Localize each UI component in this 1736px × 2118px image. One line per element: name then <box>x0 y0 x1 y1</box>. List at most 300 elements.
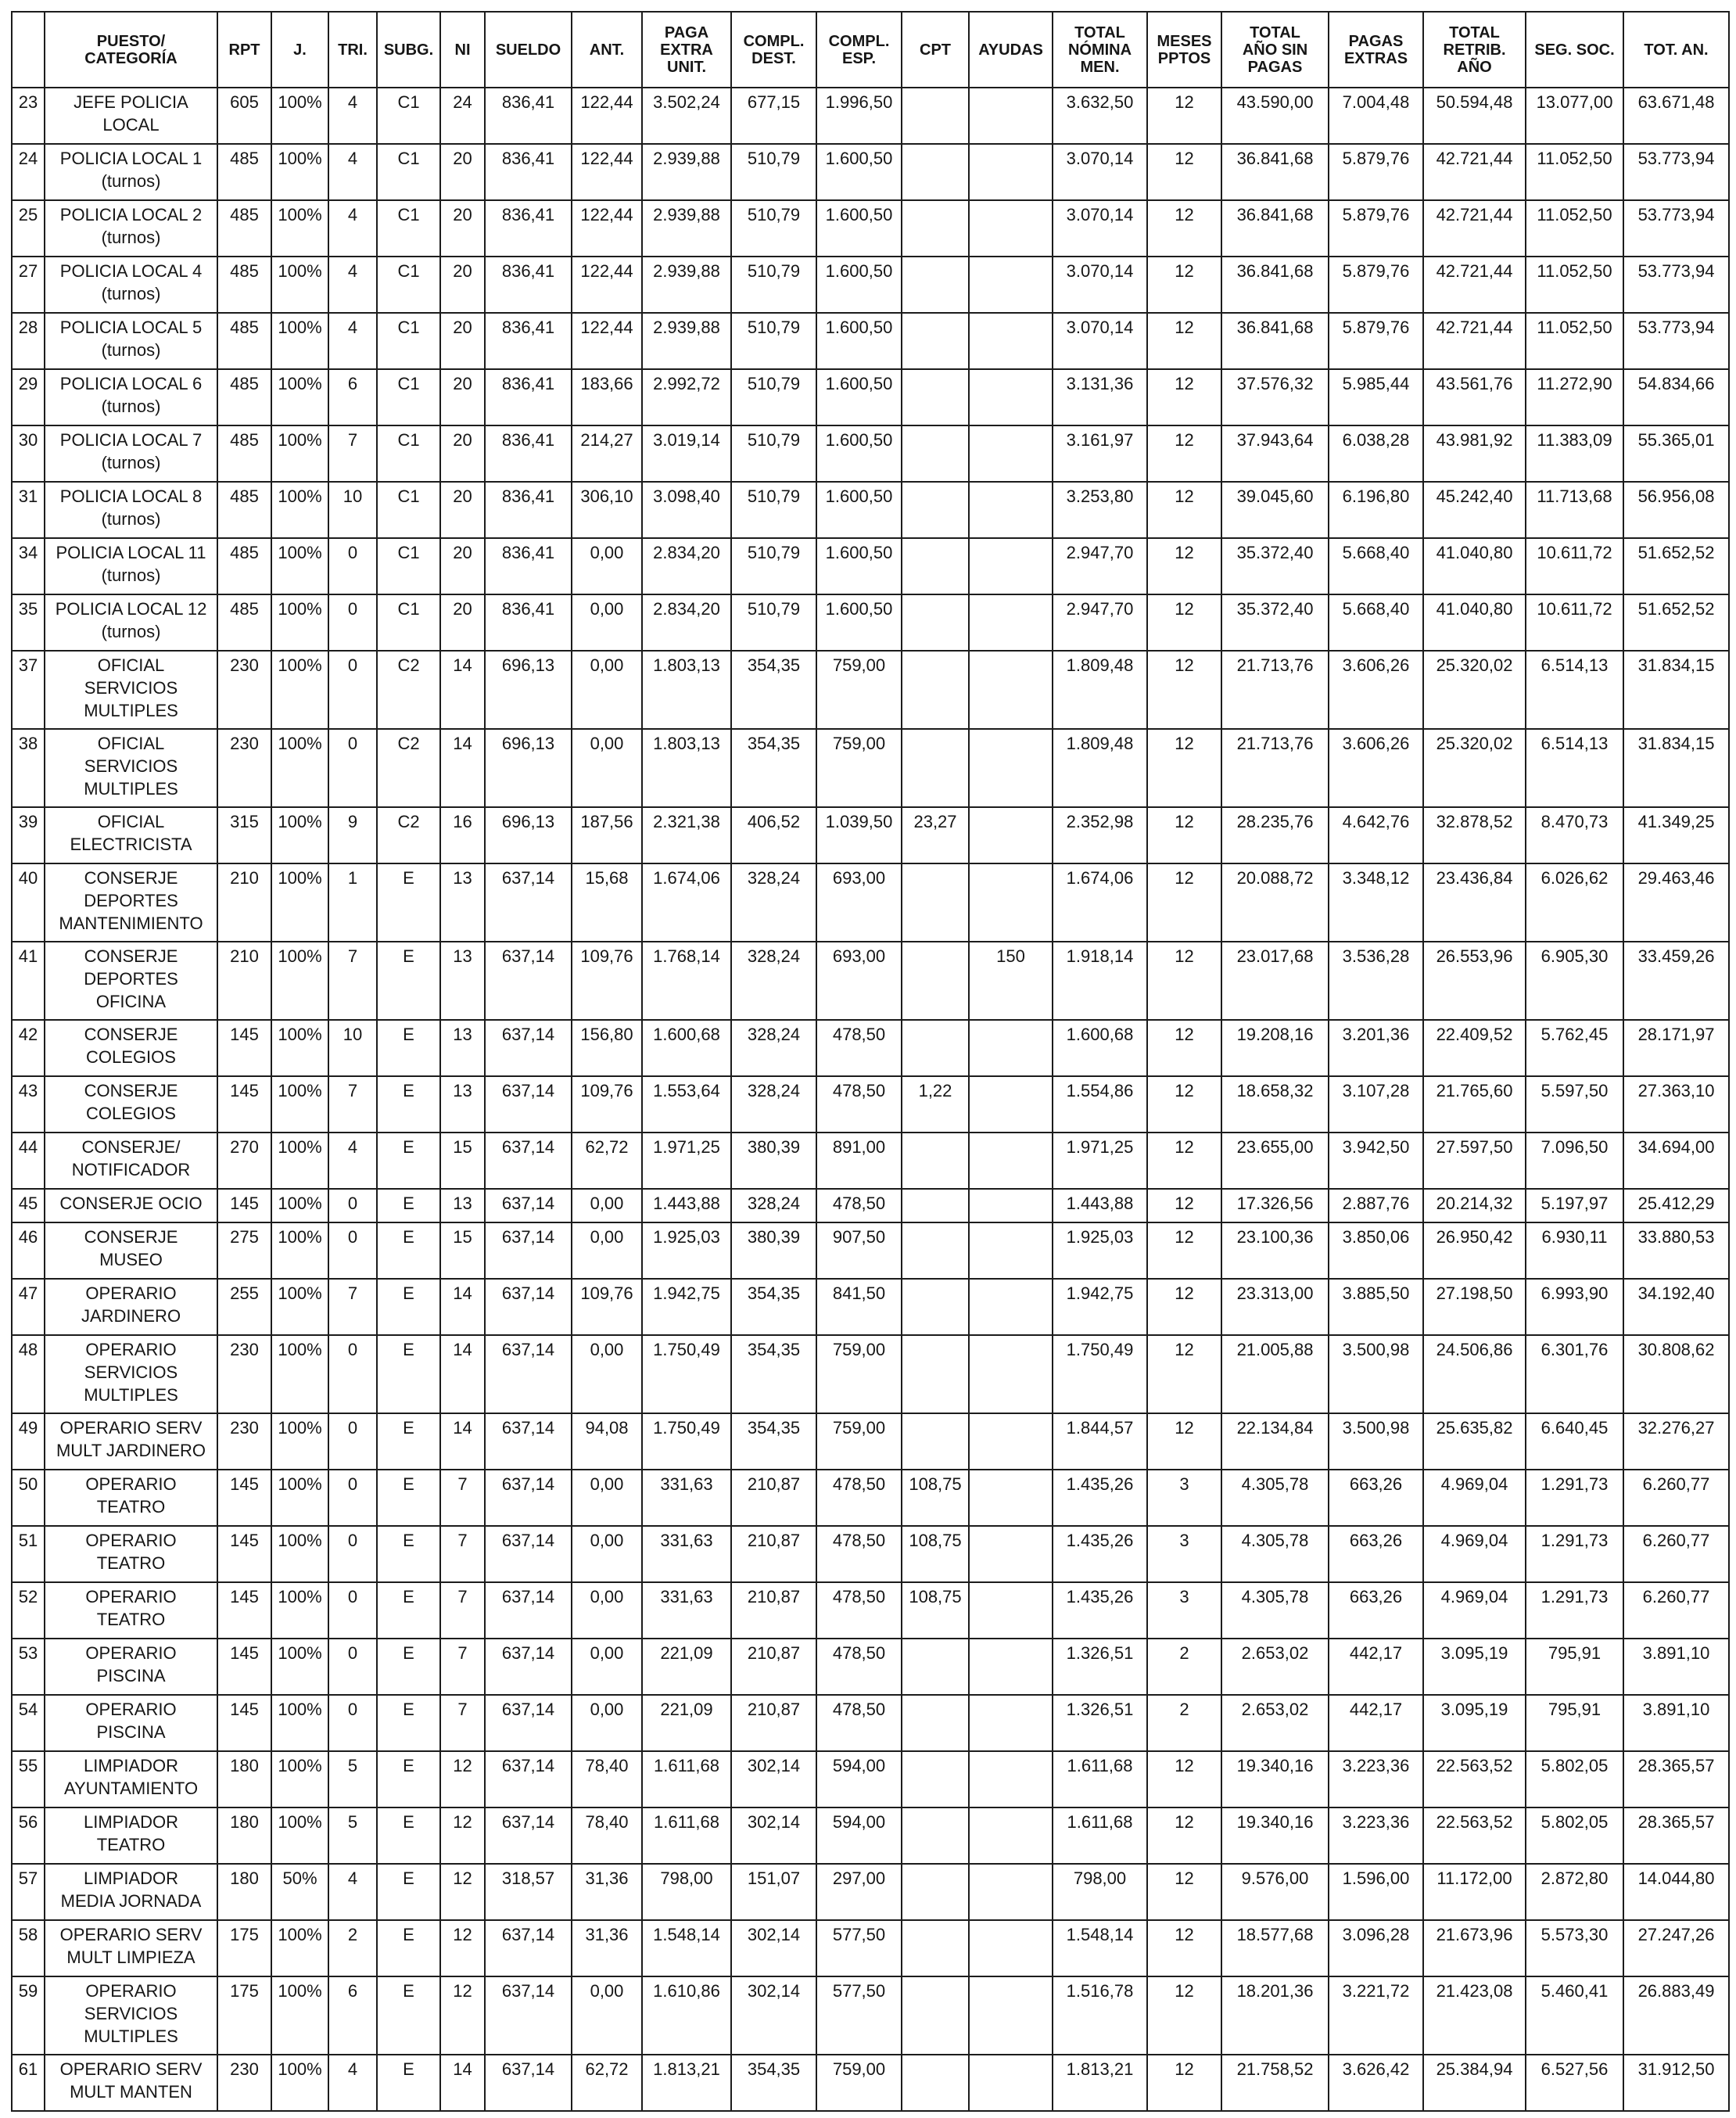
column-header-tri: TRI. <box>328 12 377 88</box>
cell-puesto: OPERARIO SERVICIOS MULTIPLES <box>45 1976 217 2055</box>
cell-sueldo: 637,14 <box>485 942 572 1020</box>
cell-seg: 5.460,41 <box>1526 1976 1623 2055</box>
cell-ant: 109,76 <box>572 1279 642 1335</box>
cell-j: 100% <box>271 1751 328 1807</box>
table-row <box>12 88 1729 144</box>
cell-totan: 14.044,80 <box>1623 1864 1729 1920</box>
cell-rpt: 485 <box>217 594 271 651</box>
cell-esp: 1.600,50 <box>816 144 902 200</box>
cell-meses: 12 <box>1147 144 1221 200</box>
cell-num: 24 <box>12 144 45 200</box>
cell-tano: 35.372,40 <box>1221 538 1329 594</box>
cell-esp: 297,00 <box>816 1864 902 1920</box>
cell-dest: 354,35 <box>731 729 816 807</box>
cell-retrib: 11.172,00 <box>1423 1864 1526 1920</box>
cell-tano: 2.653,02 <box>1221 1695 1329 1751</box>
cell-tano: 37.576,32 <box>1221 369 1329 425</box>
cell-rpt: 485 <box>217 538 271 594</box>
cell-meses: 3 <box>1147 1526 1221 1582</box>
cell-puesto: OPERARIO PISCINA <box>45 1639 217 1695</box>
cell-paga: 1.610,86 <box>642 1976 731 2055</box>
cell-num: 56 <box>12 1807 45 1864</box>
cell-ni: 12 <box>440 1751 485 1807</box>
cell-seg: 5.597,50 <box>1526 1076 1623 1133</box>
cell-pagas: 5.879,76 <box>1329 257 1423 313</box>
cell-rpt: 145 <box>217 1020 271 1076</box>
cell-esp: 1.600,50 <box>816 200 902 257</box>
cell-paga: 2.834,20 <box>642 538 731 594</box>
cell-num: 39 <box>12 807 45 863</box>
cell-j: 100% <box>271 1976 328 2055</box>
cell-ayudas <box>969 425 1053 482</box>
cell-tano: 36.841,68 <box>1221 200 1329 257</box>
cell-meses: 12 <box>1147 1279 1221 1335</box>
cell-seg: 6.930,11 <box>1526 1222 1623 1279</box>
cell-tano: 21.758,52 <box>1221 2055 1329 2111</box>
cell-tri: 10 <box>328 482 377 538</box>
table-row <box>12 1639 1729 1695</box>
cell-sueldo: 836,41 <box>485 257 572 313</box>
cell-tano: 28.235,76 <box>1221 807 1329 863</box>
cell-tnom: 1.435,26 <box>1053 1526 1147 1582</box>
cell-totan: 26.883,49 <box>1623 1976 1729 2055</box>
cell-sueldo: 637,14 <box>485 1335 572 1413</box>
cell-ayudas <box>969 1526 1053 1582</box>
cell-dest: 302,14 <box>731 1976 816 2055</box>
cell-ayudas <box>969 482 1053 538</box>
cell-sueldo: 836,41 <box>485 538 572 594</box>
cell-tnom: 1.435,26 <box>1053 1582 1147 1639</box>
cell-seg: 13.077,00 <box>1526 88 1623 144</box>
cell-ant: 78,40 <box>572 1751 642 1807</box>
cell-meses: 12 <box>1147 1864 1221 1920</box>
cell-retrib: 41.040,80 <box>1423 594 1526 651</box>
cell-rpt: 145 <box>217 1695 271 1751</box>
cell-tri: 0 <box>328 1526 377 1582</box>
cell-tri: 0 <box>328 729 377 807</box>
cell-ni: 7 <box>440 1526 485 1582</box>
cell-j: 100% <box>271 200 328 257</box>
table-row <box>12 200 1729 257</box>
cell-dest: 354,35 <box>731 1279 816 1335</box>
cell-pagas: 3.500,98 <box>1329 1413 1423 1470</box>
cell-pagas: 442,17 <box>1329 1639 1423 1695</box>
cell-dest: 328,24 <box>731 1076 816 1133</box>
cell-seg: 6.301,76 <box>1526 1335 1623 1413</box>
cell-meses: 12 <box>1147 88 1221 144</box>
cell-retrib: 4.969,04 <box>1423 1470 1526 1526</box>
cell-seg: 11.052,50 <box>1526 313 1623 369</box>
cell-ant: 31,36 <box>572 1920 642 1976</box>
cell-totan: 54.834,66 <box>1623 369 1729 425</box>
table-row <box>12 1695 1729 1751</box>
cell-subg: E <box>377 1133 440 1189</box>
cell-puesto: OPERARIO TEATRO <box>45 1470 217 1526</box>
salary-table <box>11 11 1730 2112</box>
cell-num: 47 <box>12 1279 45 1335</box>
cell-cpt <box>902 1335 969 1413</box>
cell-meses: 12 <box>1147 729 1221 807</box>
cell-tri: 0 <box>328 1189 377 1222</box>
cell-ayudas <box>969 1470 1053 1526</box>
cell-tnom: 1.809,48 <box>1053 651 1147 729</box>
cell-tri: 0 <box>328 1639 377 1695</box>
cell-ayudas <box>969 1751 1053 1807</box>
cell-puesto: OPERARIO TEATRO <box>45 1526 217 1582</box>
column-header-totan: TOT. AN. <box>1623 12 1729 88</box>
cell-ant: 109,76 <box>572 1076 642 1133</box>
cell-ayudas <box>969 863 1053 942</box>
cell-seg: 11.052,50 <box>1526 257 1623 313</box>
cell-puesto: OPERARIO SERVICIOS MULTIPLES <box>45 1335 217 1413</box>
table-row <box>12 1751 1729 1807</box>
cell-tnom: 3.253,80 <box>1053 482 1147 538</box>
cell-cpt: 108,75 <box>902 1470 969 1526</box>
cell-dest: 406,52 <box>731 807 816 863</box>
cell-num: 58 <box>12 1920 45 1976</box>
table-row <box>12 1526 1729 1582</box>
cell-tri: 1 <box>328 863 377 942</box>
cell-sueldo: 696,13 <box>485 807 572 863</box>
cell-tano: 4.305,78 <box>1221 1470 1329 1526</box>
cell-tnom: 798,00 <box>1053 1864 1147 1920</box>
cell-cpt <box>902 594 969 651</box>
cell-paga: 2.939,88 <box>642 144 731 200</box>
cell-cpt <box>902 538 969 594</box>
cell-meses: 12 <box>1147 200 1221 257</box>
cell-tnom: 1.326,51 <box>1053 1695 1147 1751</box>
cell-tano: 18.577,68 <box>1221 1920 1329 1976</box>
cell-rpt: 145 <box>217 1076 271 1133</box>
cell-ni: 13 <box>440 863 485 942</box>
cell-tri: 4 <box>328 1864 377 1920</box>
cell-j: 100% <box>271 257 328 313</box>
cell-ant: 122,44 <box>572 313 642 369</box>
cell-subg: C1 <box>377 369 440 425</box>
cell-tano: 20.088,72 <box>1221 863 1329 942</box>
cell-totan: 31.834,15 <box>1623 729 1729 807</box>
cell-cpt <box>902 1864 969 1920</box>
cell-ayudas <box>969 313 1053 369</box>
cell-pagas: 6.038,28 <box>1329 425 1423 482</box>
cell-j: 100% <box>271 807 328 863</box>
table-row <box>12 1582 1729 1639</box>
cell-tnom: 3.161,97 <box>1053 425 1147 482</box>
cell-tnom: 1.435,26 <box>1053 1470 1147 1526</box>
cell-esp: 1.600,50 <box>816 257 902 313</box>
cell-sueldo: 637,14 <box>485 1976 572 2055</box>
cell-esp: 478,50 <box>816 1020 902 1076</box>
cell-tri: 0 <box>328 651 377 729</box>
column-header-num <box>12 12 45 88</box>
cell-num: 35 <box>12 594 45 651</box>
cell-totan: 31.834,15 <box>1623 651 1729 729</box>
cell-esp: 478,50 <box>816 1076 902 1133</box>
cell-esp: 1.600,50 <box>816 369 902 425</box>
cell-seg: 10.611,72 <box>1526 538 1623 594</box>
cell-ayudas <box>969 88 1053 144</box>
cell-rpt: 605 <box>217 88 271 144</box>
cell-pagas: 3.606,26 <box>1329 651 1423 729</box>
cell-subg: C1 <box>377 594 440 651</box>
cell-seg: 5.762,45 <box>1526 1020 1623 1076</box>
cell-paga: 1.548,14 <box>642 1920 731 1976</box>
cell-tri: 6 <box>328 369 377 425</box>
cell-retrib: 22.563,52 <box>1423 1751 1526 1807</box>
cell-ayudas <box>969 1413 1053 1470</box>
cell-sueldo: 637,14 <box>485 1526 572 1582</box>
table-row <box>12 1133 1729 1189</box>
cell-esp: 1.600,50 <box>816 538 902 594</box>
cell-retrib: 4.969,04 <box>1423 1526 1526 1582</box>
cell-sueldo: 637,14 <box>485 1076 572 1133</box>
cell-puesto: CONSERJE COLEGIOS <box>45 1020 217 1076</box>
cell-rpt: 230 <box>217 1413 271 1470</box>
cell-tnom: 1.750,49 <box>1053 1335 1147 1413</box>
cell-ni: 13 <box>440 1076 485 1133</box>
cell-paga: 3.098,40 <box>642 482 731 538</box>
cell-tnom: 1.554,86 <box>1053 1076 1147 1133</box>
cell-subg: C2 <box>377 807 440 863</box>
cell-retrib: 42.721,44 <box>1423 200 1526 257</box>
cell-dest: 302,14 <box>731 1751 816 1807</box>
cell-pagas: 2.887,76 <box>1329 1189 1423 1222</box>
cell-sueldo: 637,14 <box>485 1639 572 1695</box>
cell-retrib: 4.969,04 <box>1423 1582 1526 1639</box>
cell-subg: C2 <box>377 729 440 807</box>
cell-esp: 1.600,50 <box>816 425 902 482</box>
cell-sueldo: 637,14 <box>485 863 572 942</box>
cell-esp: 478,50 <box>816 1470 902 1526</box>
cell-seg: 6.993,90 <box>1526 1279 1623 1335</box>
cell-tano: 23.313,00 <box>1221 1279 1329 1335</box>
cell-puesto: OFICIAL SERVICIOS MULTIPLES <box>45 729 217 807</box>
cell-j: 100% <box>271 1582 328 1639</box>
cell-j: 100% <box>271 1526 328 1582</box>
cell-sueldo: 836,41 <box>485 313 572 369</box>
table-body <box>12 88 1729 2111</box>
cell-dest: 354,35 <box>731 1335 816 1413</box>
table-header <box>12 12 1729 88</box>
column-header-ni: NI <box>440 12 485 88</box>
cell-rpt: 485 <box>217 144 271 200</box>
cell-pagas: 6.196,80 <box>1329 482 1423 538</box>
cell-tnom: 3.131,36 <box>1053 369 1147 425</box>
cell-meses: 12 <box>1147 313 1221 369</box>
cell-pagas: 3.942,50 <box>1329 1133 1423 1189</box>
cell-retrib: 32.878,52 <box>1423 807 1526 863</box>
cell-paga: 2.992,72 <box>642 369 731 425</box>
cell-totan: 28.365,57 <box>1623 1807 1729 1864</box>
cell-paga: 1.813,21 <box>642 2055 731 2111</box>
cell-subg: E <box>377 863 440 942</box>
cell-sueldo: 318,57 <box>485 1864 572 1920</box>
cell-num: 53 <box>12 1639 45 1695</box>
cell-pagas: 663,26 <box>1329 1526 1423 1582</box>
cell-ni: 14 <box>440 1413 485 1470</box>
cell-ant: 122,44 <box>572 200 642 257</box>
cell-cpt: 108,75 <box>902 1582 969 1639</box>
cell-rpt: 175 <box>217 1976 271 2055</box>
cell-totan: 34.694,00 <box>1623 1133 1729 1189</box>
cell-totan: 55.365,01 <box>1623 425 1729 482</box>
cell-retrib: 27.597,50 <box>1423 1133 1526 1189</box>
cell-esp: 759,00 <box>816 2055 902 2111</box>
cell-seg: 1.291,73 <box>1526 1582 1623 1639</box>
cell-ni: 13 <box>440 1189 485 1222</box>
cell-retrib: 26.950,42 <box>1423 1222 1526 1279</box>
cell-seg: 11.383,09 <box>1526 425 1623 482</box>
cell-subg: E <box>377 1470 440 1526</box>
cell-tri: 0 <box>328 594 377 651</box>
cell-tano: 4.305,78 <box>1221 1582 1329 1639</box>
cell-sueldo: 836,41 <box>485 88 572 144</box>
cell-paga: 3.502,24 <box>642 88 731 144</box>
column-header-cpt: CPT <box>902 12 969 88</box>
cell-seg: 6.640,45 <box>1526 1413 1623 1470</box>
cell-subg: E <box>377 2055 440 2111</box>
cell-seg: 6.905,30 <box>1526 942 1623 1020</box>
cell-meses: 12 <box>1147 1976 1221 2055</box>
column-header-ayudas: AYUDAS <box>969 12 1053 88</box>
cell-retrib: 21.765,60 <box>1423 1076 1526 1133</box>
cell-tnom: 3.070,14 <box>1053 257 1147 313</box>
cell-tano: 21.713,76 <box>1221 729 1329 807</box>
cell-dest: 510,79 <box>731 594 816 651</box>
cell-j: 100% <box>271 1020 328 1076</box>
cell-pagas: 442,17 <box>1329 1695 1423 1751</box>
cell-cpt <box>902 651 969 729</box>
cell-subg: E <box>377 1976 440 2055</box>
cell-retrib: 22.409,52 <box>1423 1020 1526 1076</box>
cell-j: 100% <box>271 1189 328 1222</box>
cell-puesto: OFICIAL SERVICIOS MULTIPLES <box>45 651 217 729</box>
cell-num: 43 <box>12 1076 45 1133</box>
cell-ni: 12 <box>440 1864 485 1920</box>
cell-cpt: 108,75 <box>902 1526 969 1582</box>
cell-totan: 3.891,10 <box>1623 1695 1729 1751</box>
cell-ayudas <box>969 144 1053 200</box>
cell-puesto: CONSERJE DEPORTES MANTENIMIENTO <box>45 863 217 942</box>
cell-esp: 478,50 <box>816 1695 902 1751</box>
cell-ni: 20 <box>440 425 485 482</box>
header-row <box>12 12 1729 88</box>
cell-tano: 43.590,00 <box>1221 88 1329 144</box>
cell-tri: 4 <box>328 257 377 313</box>
cell-dest: 328,24 <box>731 1020 816 1076</box>
cell-tri: 9 <box>328 807 377 863</box>
column-header-rpt: RPT <box>217 12 271 88</box>
cell-pagas: 663,26 <box>1329 1470 1423 1526</box>
cell-tano: 37.943,64 <box>1221 425 1329 482</box>
cell-esp: 759,00 <box>816 1413 902 1470</box>
cell-totan: 51.652,52 <box>1623 594 1729 651</box>
cell-sueldo: 836,41 <box>485 594 572 651</box>
column-header-j: J. <box>271 12 328 88</box>
cell-tano: 36.841,68 <box>1221 144 1329 200</box>
cell-ant: 0,00 <box>572 594 642 651</box>
cell-cpt <box>902 1189 969 1222</box>
cell-paga: 221,09 <box>642 1695 731 1751</box>
cell-meses: 2 <box>1147 1639 1221 1695</box>
cell-sueldo: 836,41 <box>485 482 572 538</box>
cell-esp: 577,50 <box>816 1976 902 2055</box>
cell-cpt <box>902 729 969 807</box>
cell-paga: 2.939,88 <box>642 257 731 313</box>
cell-tri: 4 <box>328 88 377 144</box>
table-row <box>12 651 1729 729</box>
cell-ant: 0,00 <box>572 538 642 594</box>
cell-pagas: 3.626,42 <box>1329 2055 1423 2111</box>
cell-rpt: 485 <box>217 200 271 257</box>
cell-retrib: 42.721,44 <box>1423 144 1526 200</box>
cell-ni: 20 <box>440 369 485 425</box>
cell-retrib: 43.561,76 <box>1423 369 1526 425</box>
cell-puesto: POLICIA LOCAL 1 (turnos) <box>45 144 217 200</box>
table-row <box>12 1470 1729 1526</box>
cell-ant: 122,44 <box>572 144 642 200</box>
cell-rpt: 230 <box>217 2055 271 2111</box>
cell-ant: 0,00 <box>572 1526 642 1582</box>
cell-subg: E <box>377 1413 440 1470</box>
cell-j: 100% <box>271 729 328 807</box>
cell-seg: 11.713,68 <box>1526 482 1623 538</box>
cell-ni: 7 <box>440 1639 485 1695</box>
cell-esp: 478,50 <box>816 1189 902 1222</box>
cell-totan: 41.349,25 <box>1623 807 1729 863</box>
cell-pagas: 3.223,36 <box>1329 1751 1423 1807</box>
table-row <box>12 863 1729 942</box>
cell-pagas: 3.223,36 <box>1329 1807 1423 1864</box>
cell-esp: 759,00 <box>816 651 902 729</box>
cell-retrib: 25.320,02 <box>1423 651 1526 729</box>
cell-meses: 3 <box>1147 1582 1221 1639</box>
cell-esp: 759,00 <box>816 1335 902 1413</box>
cell-tano: 23.100,36 <box>1221 1222 1329 1279</box>
cell-seg: 5.802,05 <box>1526 1751 1623 1807</box>
cell-pagas: 4.642,76 <box>1329 807 1423 863</box>
cell-puesto: OPERARIO SERV MULT LIMPIEZA <box>45 1920 217 1976</box>
cell-ant: 62,72 <box>572 2055 642 2111</box>
cell-retrib: 3.095,19 <box>1423 1695 1526 1751</box>
cell-subg: E <box>377 1582 440 1639</box>
cell-meses: 12 <box>1147 942 1221 1020</box>
cell-num: 29 <box>12 369 45 425</box>
cell-rpt: 315 <box>217 807 271 863</box>
cell-ayudas <box>969 257 1053 313</box>
cell-sueldo: 836,41 <box>485 200 572 257</box>
cell-tri: 0 <box>328 1582 377 1639</box>
column-header-dest: COMPL. DEST. <box>731 12 816 88</box>
cell-meses: 12 <box>1147 1076 1221 1133</box>
cell-j: 100% <box>271 425 328 482</box>
cell-ayudas <box>969 1133 1053 1189</box>
cell-tri: 6 <box>328 1976 377 2055</box>
cell-tano: 18.658,32 <box>1221 1076 1329 1133</box>
cell-subg: E <box>377 1920 440 1976</box>
cell-ni: 12 <box>440 1976 485 2055</box>
cell-meses: 12 <box>1147 863 1221 942</box>
cell-rpt: 180 <box>217 1751 271 1807</box>
cell-num: 28 <box>12 313 45 369</box>
cell-paga: 1.443,88 <box>642 1189 731 1222</box>
cell-puesto: OPERARIO SERV MULT MANTEN <box>45 2055 217 2111</box>
cell-dest: 210,87 <box>731 1695 816 1751</box>
cell-totan: 31.912,50 <box>1623 2055 1729 2111</box>
cell-totan: 27.363,10 <box>1623 1076 1729 1133</box>
cell-dest: 510,79 <box>731 425 816 482</box>
cell-tnom: 3.632,50 <box>1053 88 1147 144</box>
